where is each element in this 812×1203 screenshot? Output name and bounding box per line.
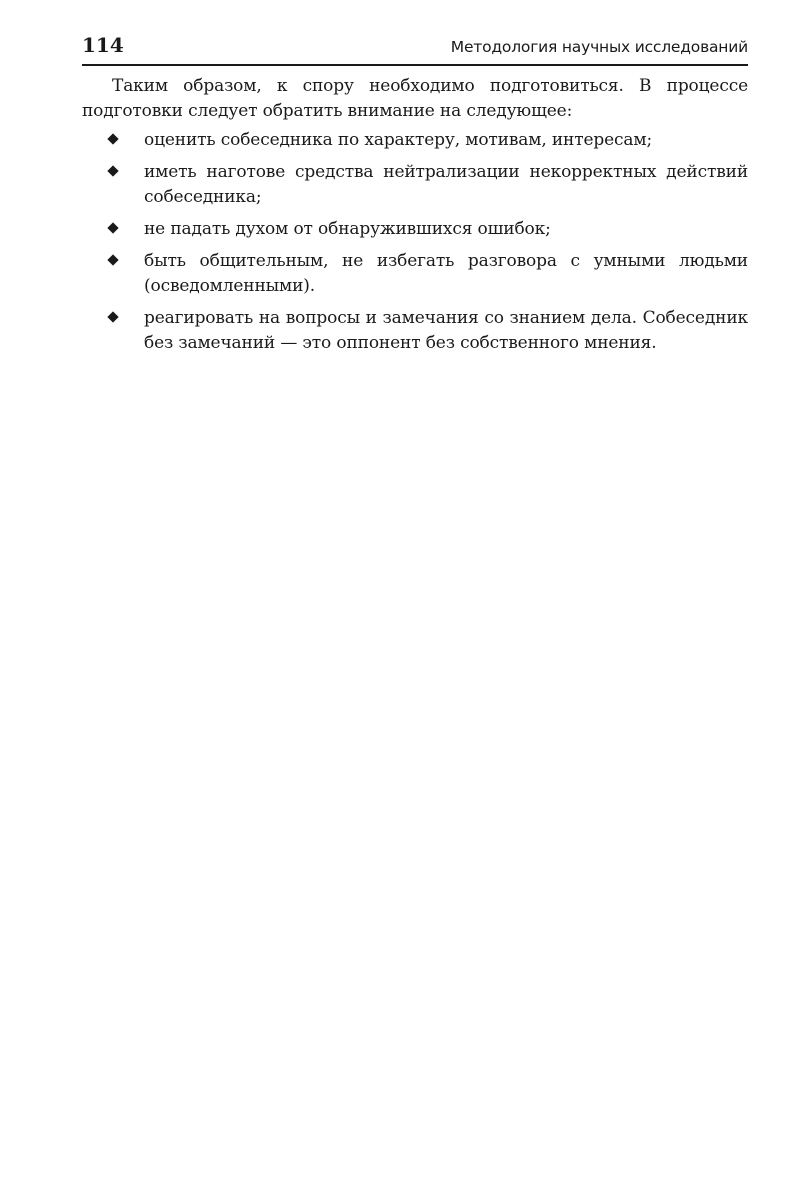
diamond-bullet-icon bbox=[107, 254, 118, 265]
list-item bbox=[82, 217, 748, 242]
page-header bbox=[82, 30, 748, 66]
running-title: Методология научных исследований bbox=[450, 38, 748, 56]
list-item-text: реагировать на вопросы и замечания со знанием дела. Собеседник без замечаний — это оппонент без собственного мнения. bbox=[144, 308, 748, 353]
body-text bbox=[82, 74, 748, 363]
bullet-list bbox=[82, 128, 748, 356]
list-item bbox=[82, 160, 748, 210]
list-item-text: быть общительным, не избегать разговора с умными людьми (осведомленными). bbox=[144, 251, 748, 296]
diamond-bullet-icon bbox=[107, 222, 118, 233]
list-item bbox=[82, 306, 748, 356]
list-item bbox=[82, 249, 748, 299]
page-number: 114 bbox=[82, 33, 124, 57]
diamond-bullet-icon bbox=[107, 311, 118, 322]
intro-paragraph: Таким образом, к спору необходимо подготовиться. В процессе подготовки следует обратить внимание на следующее: bbox=[82, 76, 748, 121]
diamond-bullet-icon bbox=[107, 165, 118, 176]
list-item-text: оценить собеседника по характеру, мотивам, интересам; bbox=[144, 130, 653, 150]
list-item-text: иметь наготове средства нейтрализации некорректных действий собеседника; bbox=[144, 162, 748, 207]
diamond-bullet-icon bbox=[107, 133, 118, 144]
list-item-text: не падать духом от обнаружившихся ошибок; bbox=[144, 219, 551, 239]
list-item bbox=[82, 128, 748, 153]
